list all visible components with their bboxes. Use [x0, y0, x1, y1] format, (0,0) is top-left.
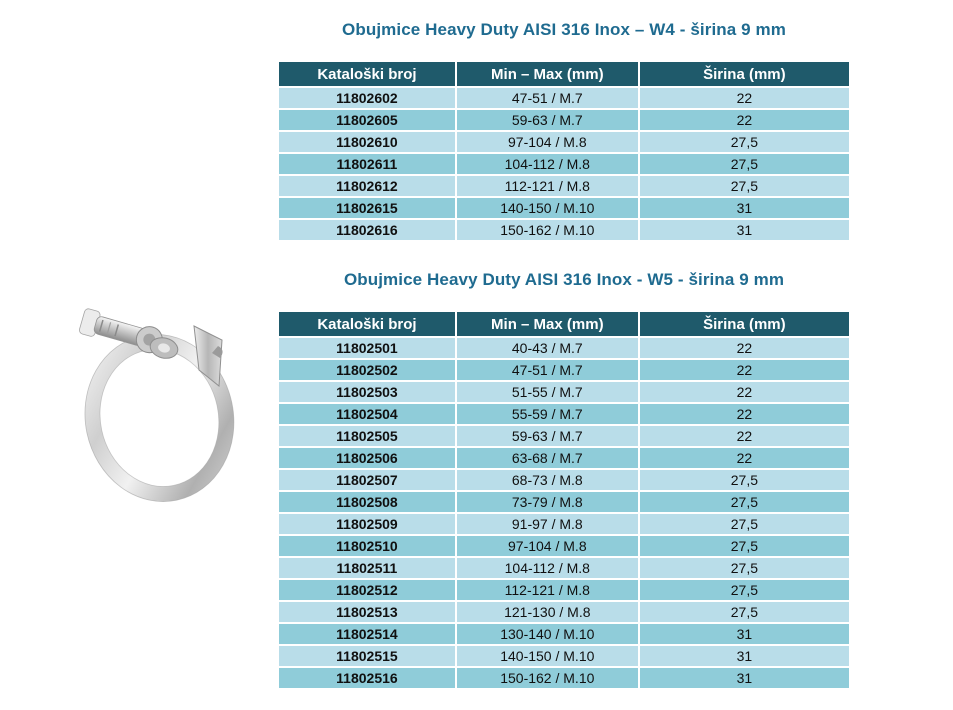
min-max-cell: 40-43 / M.7	[456, 337, 639, 359]
min-max-cell: 97-104 / M.8	[456, 535, 639, 557]
table-row	[278, 381, 850, 403]
catalog-number-cell: 11802605	[278, 109, 456, 131]
table-row	[278, 469, 850, 491]
catalog-number-cell: 11802516	[278, 667, 456, 689]
column-header-catalog-number: Kataloški broj	[278, 61, 456, 87]
width-cell: 31	[639, 623, 850, 645]
width-cell: 22	[639, 109, 850, 131]
table-row	[278, 623, 850, 645]
catalog-number-cell: 11802509	[278, 513, 456, 535]
catalog-number-cell: 11802513	[278, 601, 456, 623]
catalog-number-cell: 11802610	[278, 131, 456, 153]
hose-clamp-illustration	[68, 286, 250, 518]
table-row	[278, 403, 850, 425]
min-max-cell: 104-112 / M.8	[456, 557, 639, 579]
column-header-catalog-number: Kataloški broj	[278, 311, 456, 337]
table-row	[278, 131, 850, 153]
table-row	[278, 645, 850, 667]
width-cell: 27,5	[639, 469, 850, 491]
width-cell: 31	[639, 219, 850, 241]
catalog-number-cell: 11802501	[278, 337, 456, 359]
table-row	[278, 219, 850, 241]
column-header-min-max: Min – Max (mm)	[456, 311, 639, 337]
w5-table	[277, 310, 851, 690]
column-header-width: Širina (mm)	[639, 311, 850, 337]
min-max-cell: 59-63 / M.7	[456, 425, 639, 447]
width-cell: 27,5	[639, 579, 850, 601]
table-row	[278, 359, 850, 381]
width-cell: 27,5	[639, 513, 850, 535]
catalog-number-cell: 11802510	[278, 535, 456, 557]
min-max-cell: 130-140 / M.10	[456, 623, 639, 645]
min-max-cell: 68-73 / M.8	[456, 469, 639, 491]
min-max-cell: 140-150 / M.10	[456, 197, 639, 219]
table-row	[278, 601, 850, 623]
width-cell: 27,5	[639, 175, 850, 197]
width-cell: 27,5	[639, 491, 850, 513]
min-max-cell: 140-150 / M.10	[456, 645, 639, 667]
catalog-number-cell: 11802616	[278, 219, 456, 241]
table-row	[278, 87, 850, 109]
w4-table-title: Obujmice Heavy Duty AISI 316 Inox – W4 - širina 9 mm	[342, 20, 786, 39]
min-max-cell: 47-51 / M.7	[456, 87, 639, 109]
width-cell: 22	[639, 87, 850, 109]
table-row	[278, 491, 850, 513]
table-row	[278, 153, 850, 175]
width-cell: 31	[639, 667, 850, 689]
catalog-number-cell: 11802505	[278, 425, 456, 447]
min-max-cell: 73-79 / M.8	[456, 491, 639, 513]
catalog-number-cell: 11802502	[278, 359, 456, 381]
table-row	[278, 197, 850, 219]
column-header-min-max: Min – Max (mm)	[456, 61, 639, 87]
width-cell: 27,5	[639, 153, 850, 175]
table-row	[278, 535, 850, 557]
table-row	[278, 447, 850, 469]
width-cell: 27,5	[639, 557, 850, 579]
min-max-cell: 63-68 / M.7	[456, 447, 639, 469]
min-max-cell: 51-55 / M.7	[456, 381, 639, 403]
w4-table	[277, 60, 851, 242]
width-cell: 27,5	[639, 601, 850, 623]
min-max-cell: 59-63 / M.7	[456, 109, 639, 131]
catalog-number-cell: 11802508	[278, 491, 456, 513]
width-cell: 31	[639, 197, 850, 219]
min-max-cell: 104-112 / M.8	[456, 153, 639, 175]
width-cell: 27,5	[639, 131, 850, 153]
table-row	[278, 667, 850, 689]
width-cell: 22	[639, 381, 850, 403]
catalog-number-cell: 11802615	[278, 197, 456, 219]
table-row	[278, 109, 850, 131]
catalog-number-cell: 11802504	[278, 403, 456, 425]
column-header-width: Širina (mm)	[639, 61, 850, 87]
min-max-cell: 112-121 / M.8	[456, 175, 639, 197]
min-max-cell: 91-97 / M.8	[456, 513, 639, 535]
catalog-number-cell: 11802506	[278, 447, 456, 469]
min-max-cell: 112-121 / M.8	[456, 579, 639, 601]
catalog-number-cell: 11802511	[278, 557, 456, 579]
catalog-number-cell: 11802512	[278, 579, 456, 601]
min-max-cell: 55-59 / M.7	[456, 403, 639, 425]
width-cell: 22	[639, 337, 850, 359]
min-max-cell: 150-162 / M.10	[456, 667, 639, 689]
table-row	[278, 337, 850, 359]
catalog-number-cell: 11802602	[278, 87, 456, 109]
catalog-number-cell: 11802503	[278, 381, 456, 403]
table-row	[278, 425, 850, 447]
table-header-row	[278, 61, 850, 87]
min-max-cell: 97-104 / M.8	[456, 131, 639, 153]
width-cell: 31	[639, 645, 850, 667]
min-max-cell: 150-162 / M.10	[456, 219, 639, 241]
table-row	[278, 557, 850, 579]
min-max-cell: 121-130 / M.8	[456, 601, 639, 623]
catalog-number-cell: 11802611	[278, 153, 456, 175]
width-cell: 22	[639, 403, 850, 425]
width-cell: 22	[639, 425, 850, 447]
width-cell: 22	[639, 447, 850, 469]
table-header-row	[278, 311, 850, 337]
hose-clamp-product-image	[68, 286, 250, 518]
width-cell: 22	[639, 359, 850, 381]
catalog-number-cell: 11802515	[278, 645, 456, 667]
min-max-cell: 47-51 / M.7	[456, 359, 639, 381]
table-row	[278, 579, 850, 601]
catalog-number-cell: 11802507	[278, 469, 456, 491]
w5-table-title: Obujmice Heavy Duty AISI 316 Inox - W5 - širina 9 mm	[343, 270, 785, 289]
table-row	[278, 175, 850, 197]
catalog-number-cell: 11802612	[278, 175, 456, 197]
table-row	[278, 513, 850, 535]
catalog-number-cell: 11802514	[278, 623, 456, 645]
width-cell: 27,5	[639, 535, 850, 557]
